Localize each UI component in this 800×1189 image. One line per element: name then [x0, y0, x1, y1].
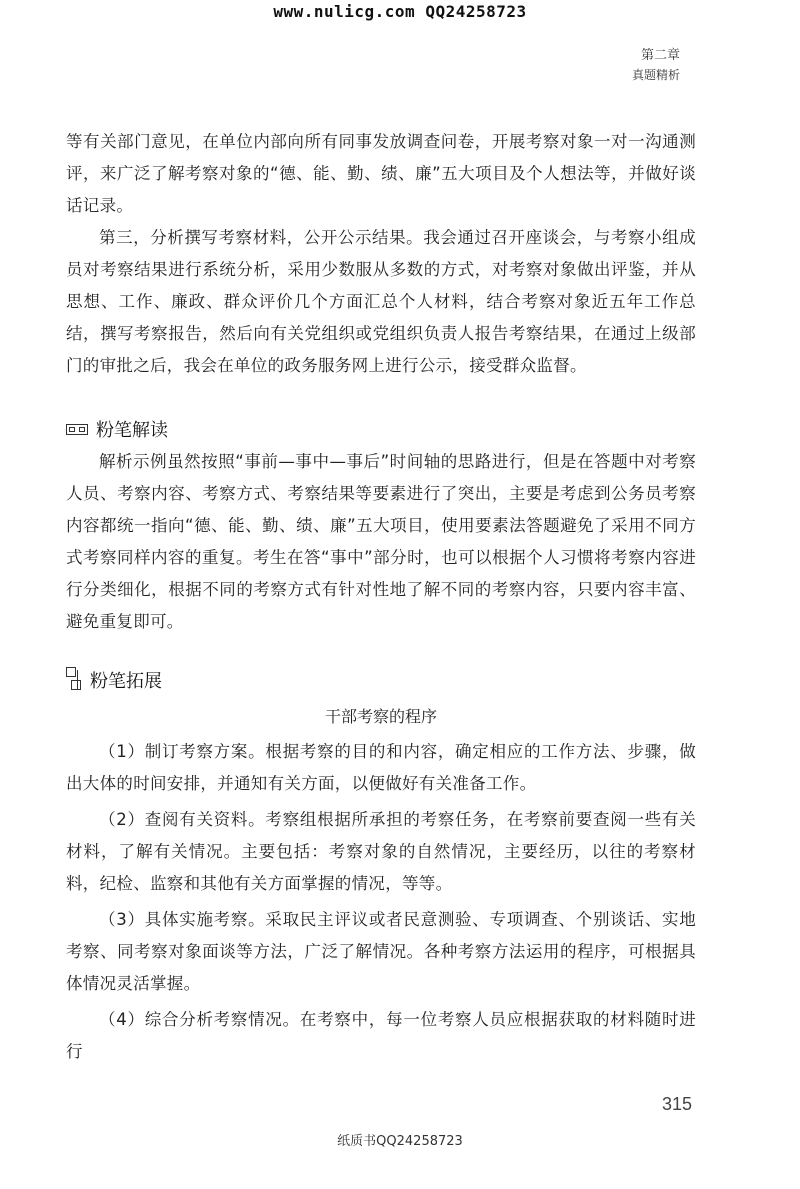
body-paragraph-1: 等有关部门意见，在单位内部向所有同事发放调查问卷，开展考察对象一对一沟通测评，来广泛了解考察对象的“德、能、勤、绩、廉”五大项目及个人想法等，并做好谈话记录。: [66, 132, 696, 215]
body-paragraph-2: 第三，分析撰写考察材料，公开公示结果。我会通过召开座谈会，与考察小组成员对考察结果进行系统分析，采用少数服从多数的方式，对考察对象做出评鉴，并从思想、工作、廉政、群众评价几个方面汇总个人材料，结合考察对象近五年工作总结，撰写考察报告，然后向有关党组织或党组织负责人报告考察结果，在通过上级部门的审批之后，我会在单位的政务服务网上进行公示，接受群众监督。: [66, 228, 696, 375]
expansion-section-header: [66, 660, 696, 700]
page-number: 315: [661, 1094, 692, 1114]
expansion-subtitle: 干部考察的程序: [324, 707, 437, 726]
procedure-item-4: （4）综合分析考察情况。在考察中，每一位考察人员应根据获取的材料随时进行: [66, 1010, 696, 1061]
reading-section-header: [66, 412, 696, 446]
book-icon: [66, 424, 88, 435]
reading-heading: 粉笔解读: [96, 420, 168, 441]
expansion-heading: 粉笔拓展: [90, 671, 162, 692]
watermark-top: www.nulicg.com QQ24258723: [273, 2, 527, 21]
procedure-item-1: （1）制订考察方案。根据考察的目的和内容，确定相应的工作方法、步骤，做出大体的时间安排，并通知有关方面，以便做好有关准备工作。: [66, 742, 696, 793]
procedure-item-2: （2）查阅有关资料。考察组根据所承担的考察任务，在考察前要查阅一些有关材料，了解有关情况。主要包括：考察对象的自然情况，主要经历，以往的考察材料，纪检、监察和其他有关方面掌握的情况，等等。: [66, 810, 696, 893]
watermark-bottom: 纸质书QQ24258723: [337, 1134, 463, 1149]
reading-paragraph: 解析示例虽然按照“事前—事中—事后”时间轴的思路进行，但是在答题中对考察人员、考察内容、考察方式、考察结果等要素进行了突出，主要是考虑到公务员考察内容都统一指向“德、能、勤、绩、廉”五大项目，使用要素法答题避免了采用不同方式考察同样内容的重复。考生在答“事中”部分时，也可以根据个人习惯将考察内容进行分类细化，根据不同的考察方式有针对性地了解不同的考察内容，只要内容丰富、避免重复即可。: [66, 452, 696, 631]
chapter-title: 第二章: [640, 48, 680, 63]
chapter-subtitle: 真题精析: [631, 68, 680, 82]
expand-icon: [66, 667, 80, 693]
page-content: [66, 126, 696, 1068]
procedure-item-3: （3）具体实施考察。采取民主评议或者民意测验、专项调查、个别谈话、实地考察、同考察对象面谈等方法，广泛了解情况。各种考察方法运用的程序，可根据具体情况灵活掌握。: [66, 910, 696, 993]
